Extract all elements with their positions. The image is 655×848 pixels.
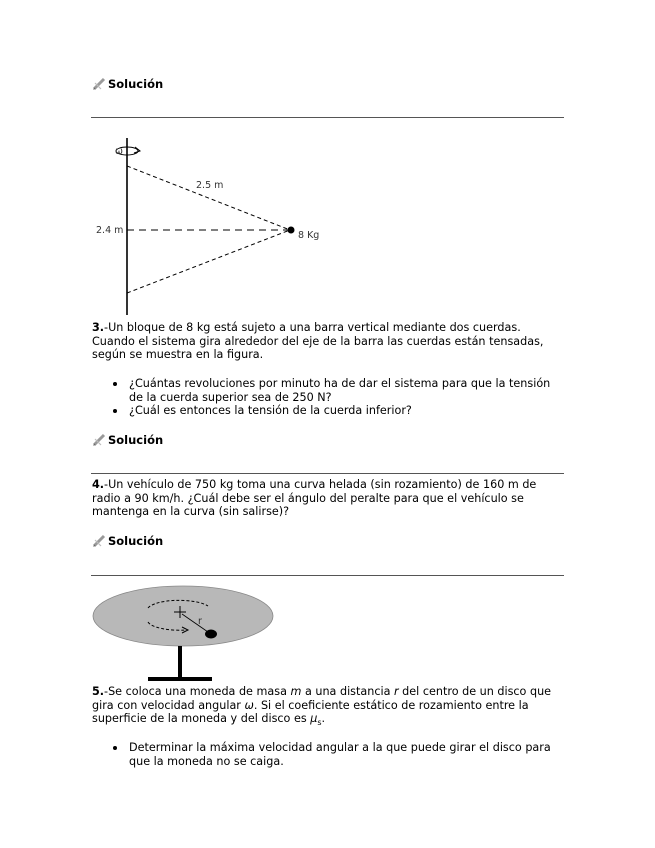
solution-link-1[interactable] [92,76,163,92]
lower-rope [127,230,290,293]
problem-number: 5. [92,685,105,698]
omega-label: ω [115,146,123,157]
problem-3-questions [92,377,564,418]
solution-link-3[interactable] [92,533,163,549]
pencil-icon [92,534,106,548]
text-part: . Si el coeficiente estático de rozamiento entre la superficie de la moneda y del disco es [92,698,529,726]
problem-3-statement [92,321,564,362]
problem-5-questions [92,741,564,768]
mu-subscript: s [317,718,322,728]
list-item: Determinar la máxima velocidad angular a la que puede girar el disco para que la moneda no se caiga. [92,741,564,768]
upper-rope [127,166,290,230]
radius-symbol: r [394,685,399,698]
mass-block [288,227,295,234]
solution-link-2[interactable] [92,432,163,448]
problem-text: -Un bloque de 8 kg está sujeto a una barra vertical mediante dos cuerdas. Cuando el sistema gira alrededor del eje de la barra las cuerdas están tensadas, según se muestra en la figura. [92,321,544,362]
problem-text: -Un vehículo de 750 kg toma una curva helada (sin rozamiento) de 160 m de radio a 90 km/h. ¿Cuál debe ser el ángulo del peralte para que el vehículo se mantenga en la curva (sin salirse)? [92,478,537,519]
divider [91,575,564,576]
list-item: ¿Cuál es entonces la tensión de la cuerda inferior? [92,404,564,418]
problem-5-statement [92,685,564,730]
mass-label: 8 Kg [298,230,320,241]
radius-label: r [198,616,202,627]
height-label: 2.4 m [96,225,124,236]
solution-label: Solución [108,77,164,91]
list-item: ¿Cuántas revoluciones por minuto ha de dar el sistema para que la tensión de la cuerda superior sea de 250 N? [92,377,564,404]
disc [93,586,273,646]
problem-number: 3. [92,321,105,334]
omega-symbol: ω [244,698,254,712]
problem-4-statement [92,478,564,519]
figure-rotating-disc [90,582,280,684]
divider [91,473,564,474]
mass-symbol: m [290,685,302,698]
text-part: del centro de un disco que gira con velocidad angular [92,685,552,712]
coin [205,630,217,639]
problem-number: 4. [92,478,105,491]
divider [91,117,564,118]
solution-label: Solución [108,433,164,447]
solution-label: Solución [108,534,164,548]
figure-rotating-rods [90,138,330,318]
rope-length-label: 2.5 m [196,180,224,191]
pencil-icon [92,77,106,91]
mu-symbol: μ [310,712,318,726]
text-part: -Se coloca una moneda de masa [104,685,291,698]
text-part: . [321,712,326,726]
pencil-icon [92,433,106,447]
text-part: a una distancia [301,685,395,698]
